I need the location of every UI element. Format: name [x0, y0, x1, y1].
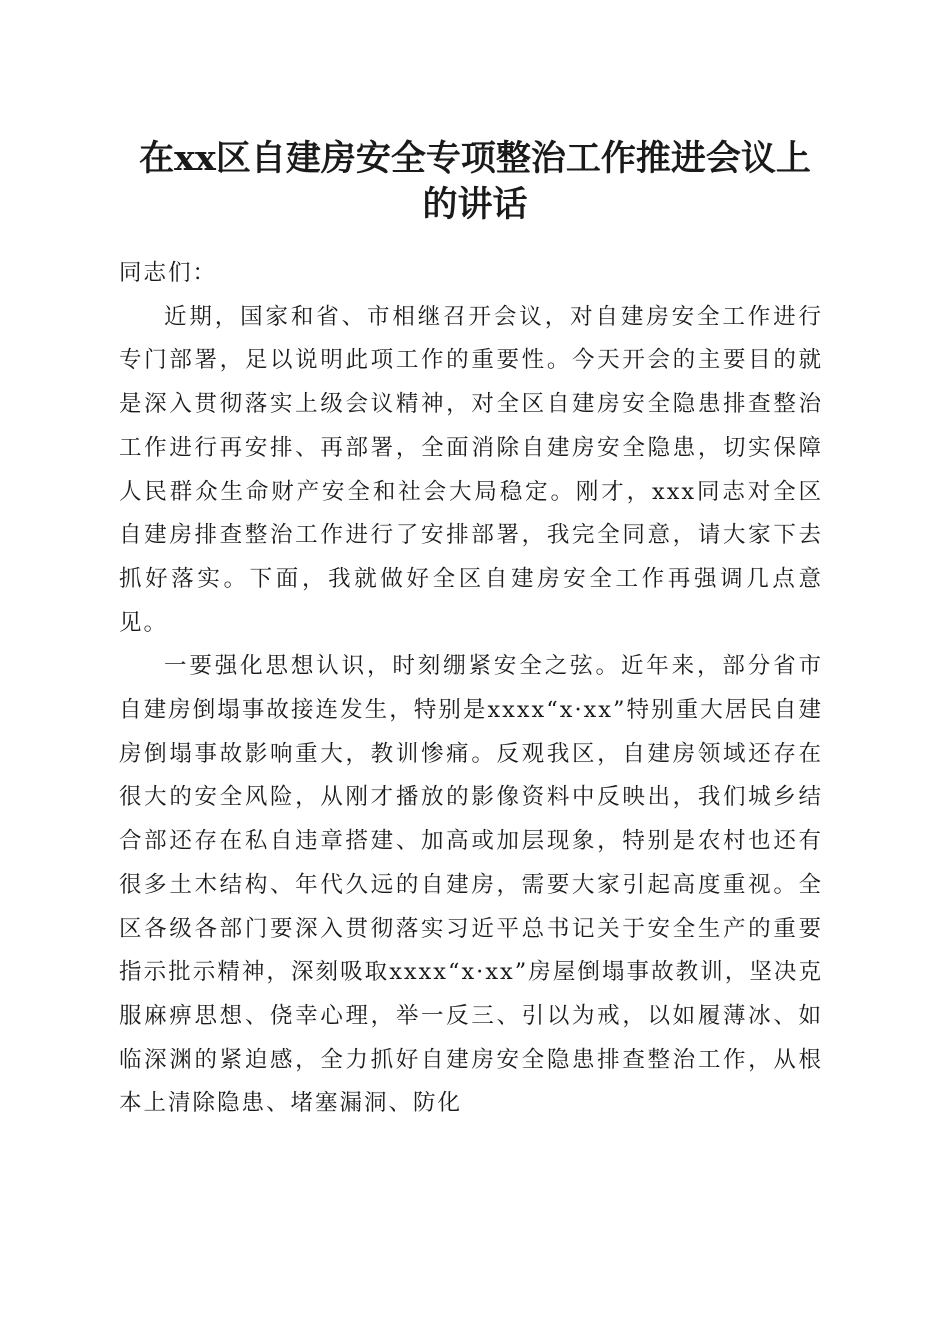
document-body — [119, 252, 823, 1126]
document-title — [110, 136, 840, 228]
title-line-1: 在xx区自建房安全专项整治工作推进会议上 — [139, 138, 811, 179]
salutation: 同志们： — [119, 260, 218, 286]
paragraph-2: 一要强化思想认识，时刻绷紧安全之弦。近年来，部分省市自建房倒塌事故接连发生，特别是xxxx“x·xx”特别重大居民自建房倒塌事故影响重大，教训惨痛。反观我区，自建房领域还存在很大的安全风险，从刚才播放的影像资料中反映出，我们城乡结合部还存在私自违章搭建、加高或加层现象，特别是农村也还有很多土木结构、年代久远的自建房，需要大家引起高度重视。全区各级各部门要深入贯彻落实习近平总书记关于安全生产的重要指示批示精神，深刻吸取xxxx“x·xx”房屋倒塌事故教训，坚决克服麻痹思想、侥幸心理，举一反三、引以为戒，以如履薄冰、如临深渊的紧迫感，全力抓好自建房安全隐患排查整治工作，从根本上清除隐患、堵塞漏洞、防化 — [119, 653, 823, 1117]
paragraph-1: 近期，国家和省、市相继召开会议，对自建房安全工作进行专门部署，足以说明此项工作的重要性。今天开会的主要目的就是深入贯彻落实上级会议精神，对全区自建房安全隐患排查整治工作进行再安排、再部署，全面消除自建房安全隐患，切实保障人民群众生命财产安全和社会大局稳定。刚才，xxx同志对全区自建房排查整治工作进行了安排部署，我完全同意，请大家下去抓好落实。下面，我就做好全区自建房安全工作再强调几点意见。 — [119, 303, 823, 636]
title-line-2: 的讲话 — [422, 184, 528, 225]
